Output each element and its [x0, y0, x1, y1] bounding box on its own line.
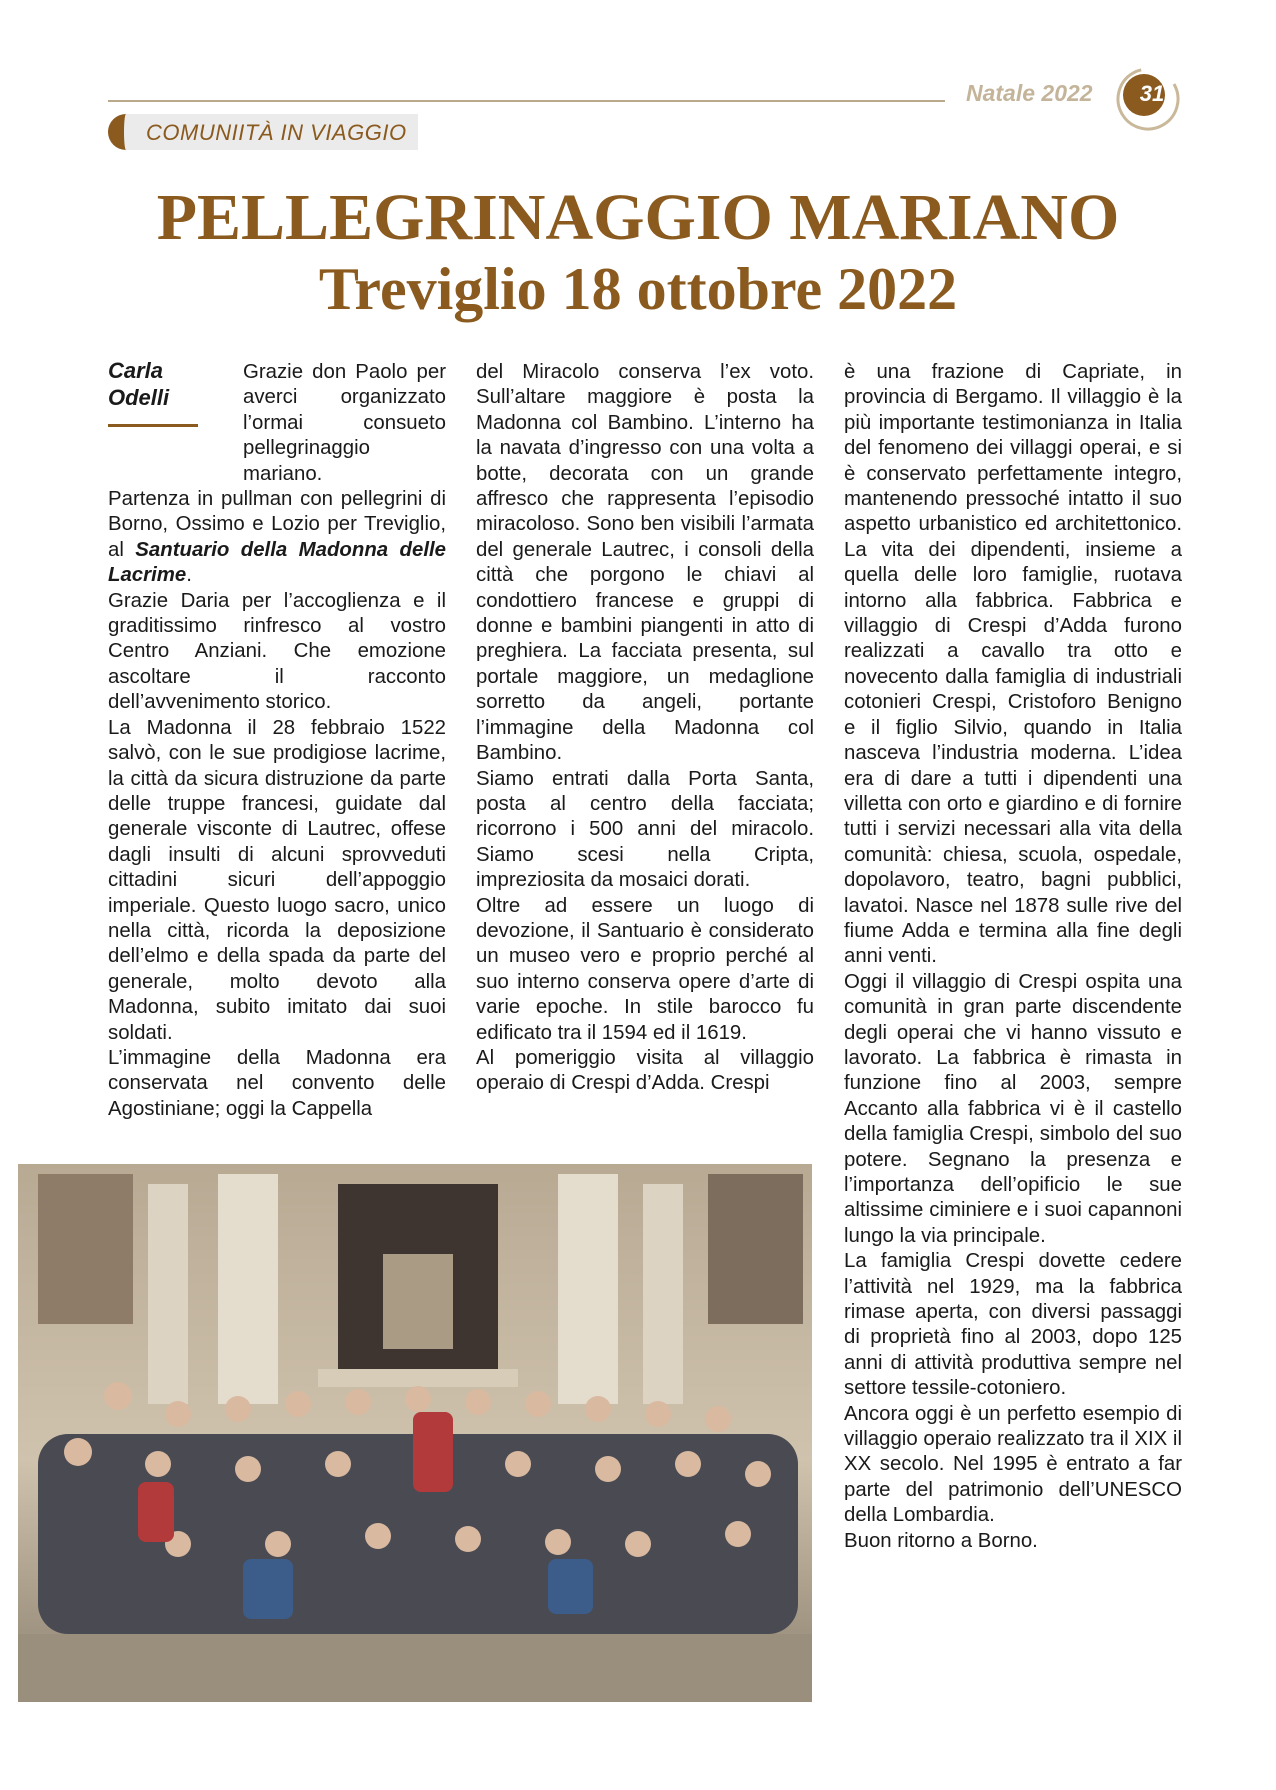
paragraph: Partenza in pullman con pellegrini di Borno, Ossimo e Lozio per Treviglio, al Santuario della Madonna delle Lacrime.: [108, 488, 446, 587]
paragraph: Buon ritorno a Borno.: [844, 1529, 1038, 1552]
author-last: Odelli: [108, 385, 170, 410]
paragraph: Grazie Daria per l’accoglienza e il graditissimo rinfresco al vostro Centro Anziani. Che emozione ascoltare il racconto dell’avvenimento storico.: [108, 589, 446, 714]
paragraph: Grazie don Paolo per averci organizzato l’ormai consueto pellegrinaggio mariano.: [243, 361, 446, 485]
text-column-1: [108, 360, 446, 1122]
group-photo: [18, 1164, 812, 1702]
santuario-name: Santuario della Madonna delle Lacrime: [108, 538, 446, 587]
section-tab: [108, 114, 418, 150]
article-subtitle: Treviglio 18 ottobre 2022: [318, 256, 958, 322]
paragraph: Siamo entrati dalla Porta Santa, posta al centro della facciata; ricorrono i 500 anni del miracolo. Siamo scesi nella Cripta, impreziosita da mosaici dorati.: [476, 767, 814, 892]
paragraph: Oggi il villaggio di Crespi ospita una comunità in gran parte discendente degli operai che vi hanno vissuto e lavorato. La fabbrica è rimasta in funzione fino al 2003, sempre Accanto alla fabbrica vi è il castello della famiglia Crespi, simbolo del suo potere. Segnano la presenza e l’importanza dell’opificio le sue altissime ciminiere e i suoi capannoni lungo la via principale.: [844, 970, 1182, 1247]
paragraph: La Madonna il 28 febbraio 1522 salvò, con le sue prodigiose lacrime, la città da sicura distruzione da parte delle truppe francesi, guidate dal generale visconte di Lautrec, offese dagli insulti di alcuni sprovveduti cittadini sicuri dell’appoggio imperiale. Questo luogo sacro, unico nella città, ricorda la deposizione dell’elmo e della spada da parte del generale, molto devoto alla Madonna, subito imitato dai suoi soldati.: [108, 716, 446, 1044]
paragraph: Al pomeriggio visita al villaggio operaio di Crespi d’Adda. Crespi: [476, 1046, 814, 1095]
paragraph: Oltre ad essere un luogo di devozione, il Santuario è considerato un museo vero e proprio perché al suo interno conserva opere d’arte di varie epoche. In stile barocco fu edificato tra il 1594 ed il 1619.: [476, 894, 814, 1044]
issue-label: Natale 2022: [966, 80, 1093, 106]
paragraph: del Miracolo conserva l’ex voto. Sull’altare maggiore è posta la Madonna col Bambino. L’interno ha la navata d’ingresso con una volta a botte, decorata con un grande affresco che rappresenta l’episodio miracoloso. Sono ben visibili l’armata del generale Lautrec, i consoli della città che porgono le chiavi al condottiero francese e gruppi di donne e bambini piangenti in atto di preghiera. La facciata presenta, sul portale maggiore, un medaglione sorretto da angeli, portante l’immagine della Madonna col Bambino.: [476, 361, 814, 765]
paragraph: Ancora oggi è un perfetto esempio di villaggio operaio realizzato tra il XIX il XX secolo. Nel 1995 è entrato a far parte del patrimonio dell’UNESCO della Lombardia.: [844, 1402, 1182, 1527]
paragraph: L’immagine della Madonna era conservata nel convento delle Agostiniane; oggi la Cappella: [108, 1046, 446, 1120]
author-first: Carla: [108, 358, 164, 383]
text-column-3: [844, 360, 1182, 1554]
text-column-2: [476, 360, 814, 1097]
article-title: PELLEGRINAGGIO MARIANO: [156, 181, 1120, 254]
section-label: COMUNIITÀ IN VIAGGIO: [146, 120, 407, 145]
paragraph: è una frazione di Capriate, in provincia di Bergamo. Il villaggio è la più importante testimonianza in Italia del fenomeno dei villaggi operai, e si è conservato perfettamente integro, mantenendo pressoché intatto il suo aspetto urbanistico ed architettonico. La vita dei dipendenti, insieme a quella delle loro famiglie, ruotava intorno alla fabbrica. Fabbrica e villaggio di Crespi d’Adda furono realizzati a cavallo tra otto e novecento dalla famiglia di industriali cotonieri Crespi, Cristoforo Benigno e il figlio Silvio, quando in Italia nasceva l’industria moderna. L’idea era di dare a tutti i dipendenti una villetta con orto e giardino e di fornire tutti i servizi necessari alla vita della comunità: chiesa, scuola, ospedale, dopolavoro, teatro, bagni pubblici, lavatoi. Nasce nel 1878 sulle rive del fiume Adda e termina alla fine degli anni venti.: [844, 361, 1182, 968]
paragraph: La famiglia Crespi dovette cedere l’attività nel 1929, ma la fabbrica rimase aperta, con diversi passaggi di proprietà fino al 2003, dopo 125 anni di attività produttiva sempre nel settore tessile-cotoniero.: [844, 1250, 1182, 1400]
header-rule: [108, 100, 945, 102]
page-number: 31: [1139, 81, 1165, 106]
